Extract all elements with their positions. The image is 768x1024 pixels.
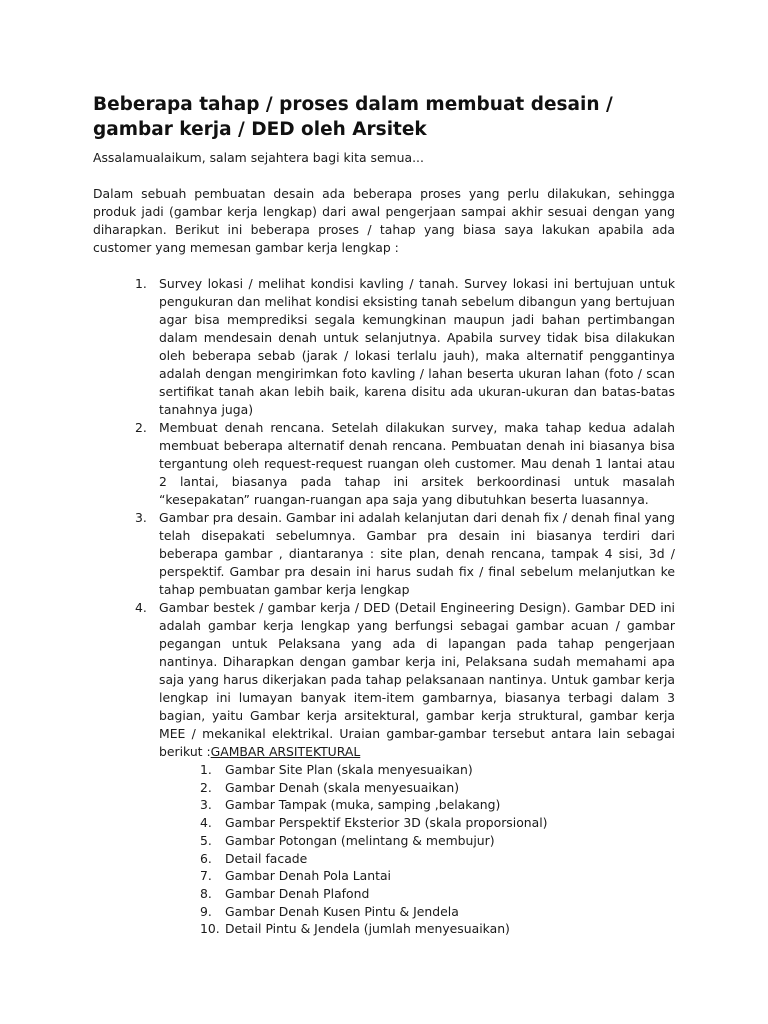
sublist-number: 6. bbox=[200, 850, 212, 866]
sublist-item bbox=[159, 814, 675, 832]
sublist-number: 4. bbox=[200, 815, 212, 831]
list-item-text: Gambar bestek / gambar kerja / DED (Detail Engineering Design). Gambar DED ini adalah gambar kerja lengkap yang berfungsi sebagai gambar acuan / gambar pegangan untuk Pelaksana yang ada di lapangan pada tahap pengerjaan nantinya. Diharapkan dengan gambar kerja ini, Pelaksana sudah memahami apa saja yang harus dikerjakan pada tahap pelaksanaan nantinya. Untuk gambar kerja lengkap ini lumayan banyak item-item gambarnya, biasanya terbagi dalam 3 bagian, yaitu Gambar kerja arsitektural, gambar kerja struktural, gambar kerja MEE / mekanikal elektrikal. Uraian gambar-gambar tersebut antara lain sebagai berikut : bbox=[159, 600, 675, 759]
sublist-item-text: Detail facade bbox=[225, 850, 308, 866]
list-item bbox=[93, 509, 675, 599]
sublist-item-text: Gambar Denah Plafond bbox=[225, 885, 370, 901]
list-item-text: Gambar pra desain. Gambar ini adalah kelanjutan dari denah fix / denah final yang telah disepakati sebelumnya. Gambar pra desain ini biasanya terdiri dari beberapa gambar , diantaranya : site plan, denah rencana, tampak 4 sisi, 3d / perspektif. Gambar pra desain ini harus sudah fix / final sebelum melanjutkan ke tahap pembuatan gambar kerja lengkap bbox=[159, 510, 675, 597]
document-page bbox=[93, 92, 675, 938]
sublist-number: 8. bbox=[200, 885, 212, 901]
sublist-item-text: Gambar Denah Pola Lantai bbox=[225, 868, 391, 884]
sublist-item-text: Gambar Perspektif Eksterior 3D (skala proporsional) bbox=[225, 815, 548, 831]
sublist-item-text: Gambar Denah (skala menyesuaikan) bbox=[225, 779, 460, 795]
list-item-text: Membuat denah rencana. Setelah dilakukan survey, maka tahap kedua adalah membuat beberapa alternatif denah rencana. Pembuatan denah ini biasanya bisa tergantung oleh request-request ruangan oleh customer. Mau denah 1 lantai atau 2 lantai, biasanya pada tahap ini arsitek berkoordinasi untuk masalah “kesepakatan” ruangan-ruangan apa saja yang dibutuhkan beserta luasannya. bbox=[159, 420, 675, 507]
document-title: Beberapa tahap / proses dalam membuat desain / gambar kerja / DED oleh Arsitek bbox=[93, 94, 613, 140]
sublist-item-text: Gambar Tampak (muka, samping ,belakang) bbox=[225, 797, 501, 813]
sublist-number: 7. bbox=[200, 868, 212, 884]
sublist-number: 3. bbox=[200, 797, 212, 813]
list-number: 4. bbox=[135, 600, 147, 615]
greeting-paragraph: Assalamualaikum, salam sejahtera bagi kita semua... bbox=[93, 150, 424, 165]
sublist-item-text: Gambar Potongan (melintang & membujur) bbox=[225, 832, 495, 848]
sublist-item bbox=[159, 920, 675, 938]
sublist-item-text: Gambar Denah Kusen Pintu & Jendela bbox=[225, 903, 459, 919]
sublist-item bbox=[159, 850, 675, 868]
steps-list bbox=[93, 275, 675, 938]
sublist bbox=[159, 761, 675, 938]
sublist-item bbox=[159, 885, 675, 903]
sublist-item bbox=[159, 779, 675, 797]
sublist-item-text: Gambar Site Plan (skala menyesuaikan) bbox=[225, 762, 473, 777]
sublist-number: 10. bbox=[200, 921, 220, 937]
sublist-item bbox=[159, 903, 675, 921]
sublist-item bbox=[159, 761, 675, 779]
intro-paragraph: Dalam sebuah pembuatan desain ada beberapa proses yang perlu dilakukan, sehingga produk jadi (gambar kerja lengkap) dari awal pengerjaan sampai akhir sesuai dengan yang diharapkan. Berikut ini beberapa proses / tahap yang biasa saya lakukan apabila ada customer yang memesan gambar kerja lengkap : bbox=[93, 186, 675, 255]
list-number: 1. bbox=[135, 276, 147, 291]
sublist-item-text: Detail Pintu & Jendela (jumlah menyesuaikan) bbox=[225, 921, 510, 937]
sublist-number: 1. bbox=[200, 762, 212, 777]
section-heading-link: GAMBAR ARSITEKTURAL bbox=[210, 744, 361, 759]
sublist-number: 5. bbox=[200, 832, 212, 848]
sublist-number: 9. bbox=[200, 903, 212, 919]
list-number: 2. bbox=[135, 420, 147, 435]
list-number: 3. bbox=[135, 510, 147, 525]
sublist-number: 2. bbox=[200, 779, 212, 795]
list-item-text: Survey lokasi / melihat kondisi kavling / tanah. Survey lokasi ini bertujuan untuk pengukuran dan melihat kondisi eksisting tanah sebelum dibangun yang bertujuan agar bisa memprediksi segala kemungkinan maupun jadi bahan pertimbangan dalam mendesain denah untuk selanjutnya. Apabila survey tidak bisa dilakukan oleh beberapa sebab (jarak / lokasi terlalu jauh), maka alternatif penggantinya adalah dengan mengirimkan foto kavling / lahan beserta ukuran lahan (foto / scan sertifikat tanah akan lebih baik, karena disitu ada ukuran-ukuran dan batas-batas tanahnya juga) bbox=[159, 276, 675, 417]
list-item bbox=[93, 419, 675, 509]
sublist-item bbox=[159, 867, 675, 885]
sublist-item bbox=[159, 796, 675, 814]
sublist-item bbox=[159, 832, 675, 850]
list-item bbox=[93, 599, 675, 938]
list-item bbox=[93, 275, 675, 419]
